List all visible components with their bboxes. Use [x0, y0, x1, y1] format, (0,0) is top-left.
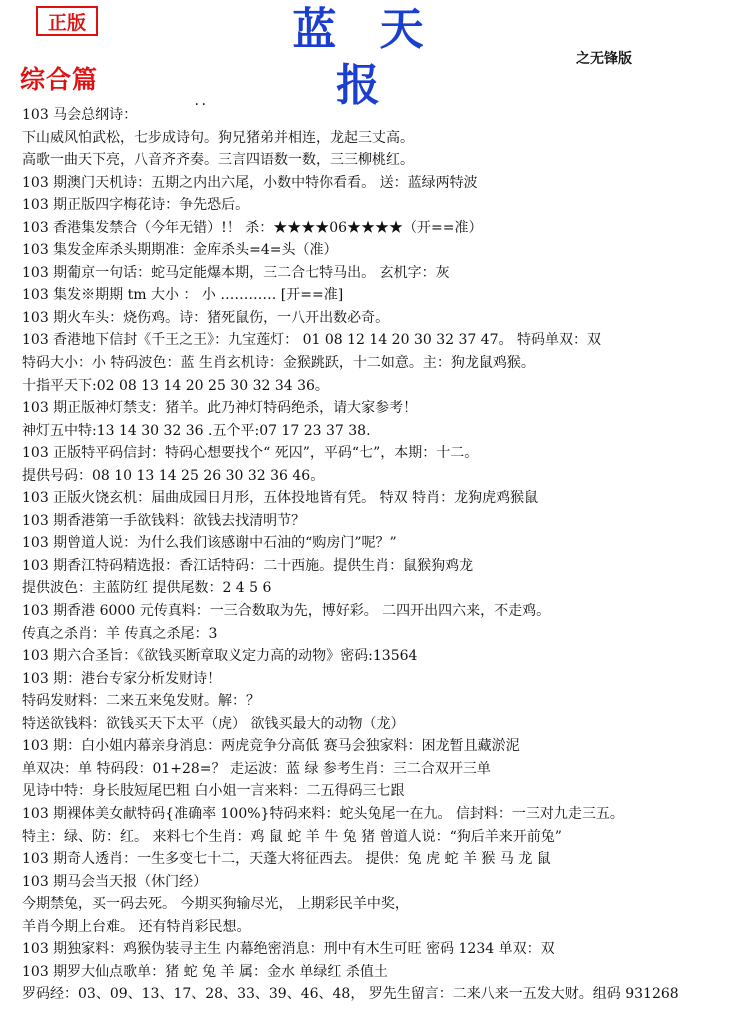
edition-label: 之无锋版 — [576, 51, 632, 67]
decorative-dots: . . — [195, 97, 206, 108]
text-line: 103 期香港第一手欲钱料：欲钱去找清明节？ — [22, 512, 306, 529]
edition-stamp: 正版 — [36, 6, 98, 36]
text-line: 提供波色：主蓝防红 提供尾数：2 4 5 6 — [22, 580, 272, 597]
text-line: 103 期罗大仙点歌单：猪 蛇 兔 羊 属：金水 单绿红 杀值土 — [22, 963, 388, 980]
text-line: 提供号码：08 10 13 14 25 26 30 32 36 46。 — [22, 467, 325, 484]
text-line: 103 香港集发禁合（今年无错）!！ 杀：★★★★06★★★★（开==准） — [22, 219, 483, 236]
text-line: 单双决：单 特码段：01+28=？ 走运波：蓝 绿 参考生肖：三二合双开三单 — [22, 760, 491, 777]
text-line: 十指平天下:02 08 13 14 20 25 30 32 34 36。 — [22, 377, 329, 394]
text-line: 103 期：白小姐内幕亲身消息：两虎竞争分高低 赛马会独家料：困龙暂且藏淤泥 — [22, 738, 520, 755]
text-line: 103 集发金库杀头期期准：金库杀头=4=头（准） — [22, 242, 338, 259]
text-line: 见诗中特：身长肢短尾巴粗 白小姐一言来料：二五得码三七跟 — [22, 783, 405, 800]
text-line: 羊肖今期上台难。 还有特肖彩民想。 — [22, 918, 251, 935]
text-line: 高歌一曲天下亮，八音齐齐奏。三言四语数一数，三三柳桃红。 — [22, 152, 414, 169]
newspaper-title: 蓝 天 报 — [292, 4, 438, 111]
text-line: 103 期曾道人说：为什么我们该感谢中石油的“购房门”呢？” — [22, 535, 397, 552]
text-line: 103 期独家料：鸡猴伪装寻主生 内幕绝密消息：刑中有木生可旺 密码 1234 单双：双 — [22, 941, 555, 958]
text-line: 103 期葡京一句话：蛇马定能爆本期，三二合七特马出。 玄机字：灰 — [22, 264, 450, 281]
text-line: 103 期：港台专家分析发财诗！ — [22, 670, 222, 687]
text-line: 103 马会总纲诗： — [22, 107, 138, 123]
text-line: 103 期香江特码精选报：香江话特码：二十西施。提供生肖：鼠猴狗鸡龙 — [22, 557, 474, 574]
text-line: 103 期澳门天机诗：五期之内出六尾，小数中特你看看。 送：蓝绿两特波 — [22, 174, 478, 191]
text-line: 103 香港地下信封《千王之王》：九宝莲灯： 01 08 12 14 20 30 32 37 47。 特码单双：双 — [22, 332, 602, 349]
text-line: 103 期裸体美女献特码{准确率 100%}特码来料：蛇头兔尾一在九。 信封料：一三对九走三五。 — [22, 805, 624, 822]
text-line: 罗码经：03、09、13、17、28、33、39、46、48， 罗先生留言：二来八来一五发大财。组码 931268 — [22, 986, 679, 1003]
text-line: 特送欲钱料：欲钱买天下太平（虎） 欲钱买最大的动物（龙） — [22, 715, 405, 732]
text-line: 特码发财料：二来五来兔发财。解：？ — [22, 693, 260, 710]
text-line: 103 期奇人透肖：一生多变七十二，天蓬大将征西去。 提供：兔 虎 蛇 羊 猴 马 龙 鼠 — [22, 851, 551, 868]
text-line: 特码大小：小 特码波色：蓝 生肖玄机诗：金猴跳跃，十二如意。主：狗龙鼠鸡猴。 — [22, 355, 535, 372]
text-line: 103 正版特平码信封：特码心想要找个“ 死囚”，平码“七”，本期：十二。 — [22, 445, 479, 462]
text-line: 103 期火车头：烧伤鸡。诗：猪死鼠伤，一八开出数必奇。 — [22, 309, 390, 326]
section-title: 综合篇 — [20, 65, 99, 94]
text-line: 103 期六合圣旨：《欲钱买断章取义定力高的动物》密码:13564 — [22, 648, 418, 665]
text-line: 103 期香港 6000 元传真料：一三合数取为先，博好彩。 二四开出四六来，不走鸡。 — [22, 603, 551, 620]
text-line: 103 集发※期期 tm 大小 ： 小 ………… [开==准] — [22, 287, 344, 304]
text-line: 特主：绿、防：红。 来料七个生肖：鸡 鼠 蛇 羊 牛 兔 猪 曾道人说：“狗后羊来开前兔” — [22, 828, 562, 845]
text-line: 神灯五中特:13 14 30 32 36 .五个平:07 17 23 37 38. — [22, 422, 371, 439]
text-line: 今期禁兔，买一码去死。 今期买狗输尽光， 上期彩民羊中奖， — [22, 896, 409, 913]
text-line: 103 期正版神灯禁支：猪羊。此乃神灯特码绝杀，请大家参考！ — [22, 400, 418, 417]
text-line: 103 期正版四字梅花诗：争先恐后。 — [22, 197, 250, 214]
text-line: 103 期马会当天报（休门经） — [22, 873, 208, 890]
text-line: 传真之杀肖：羊 传真之杀尾：3 — [22, 625, 218, 642]
article-body — [22, 104, 734, 1006]
text-line: 103 正版火饶玄机：届曲成园日月形，五体投地皆有凭。 特双 特肖：龙狗虎鸡猴鼠 — [22, 490, 539, 507]
text-line: 下山威风怕武松，七步成诗句。狗兄猪弟并相连，龙起三丈高。 — [22, 129, 414, 146]
